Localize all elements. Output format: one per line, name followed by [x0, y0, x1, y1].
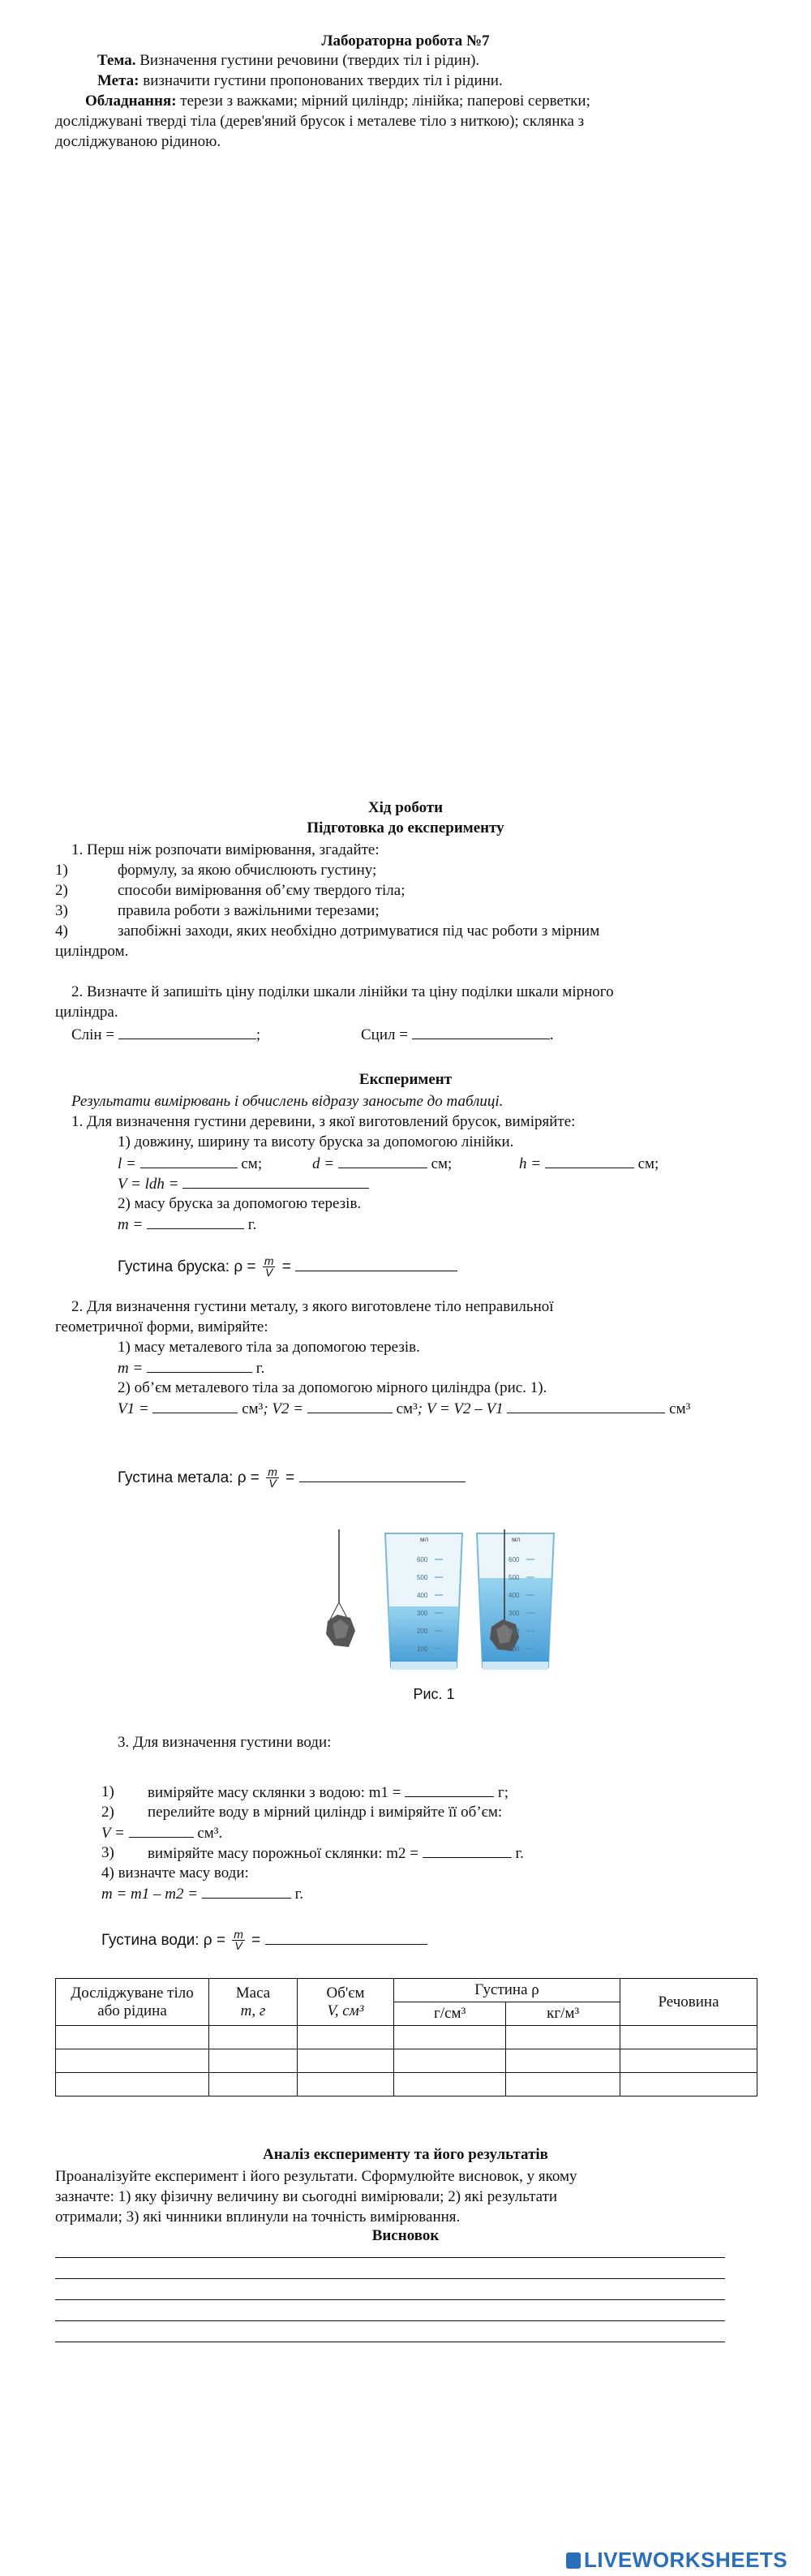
topic-line — [97, 50, 479, 71]
figure-beakers — [324, 1525, 576, 1679]
cylinder-division-row — [361, 1024, 553, 1045]
results-table — [55, 1978, 757, 2096]
unit: см; — [241, 1155, 263, 1172]
water-density-input[interactable] — [265, 1929, 427, 1945]
equipment-line-2: досліджувані тверді тіла (дерев'яний брусок і металеве тіло з ниткою); склянка з — [55, 113, 585, 130]
equals-sign: = — [251, 1932, 261, 1949]
logo-text: LIVEWORKSHEETS — [584, 2548, 788, 2572]
topic-label: Тема. — [97, 52, 136, 69]
water-volume-input[interactable] — [129, 1822, 194, 1838]
list-item-num: 4) — [55, 922, 68, 940]
dimensions-row — [118, 1153, 262, 1174]
cylinder-division-input[interactable] — [412, 1024, 550, 1039]
header-text: або рідина — [97, 2002, 167, 2019]
v1-label: V1 = — [118, 1400, 149, 1417]
scale-tick-label: 500 — [508, 1574, 520, 1581]
hanging-stone-left — [326, 1529, 355, 1647]
header-text: m, г — [240, 2002, 266, 2019]
bar-density-label: Густина бруска: ρ = — [118, 1258, 256, 1275]
metal-density-input[interactable] — [299, 1467, 466, 1482]
header-text: Об'єм — [326, 1984, 365, 2002]
header-text: Маса — [235, 1984, 271, 2002]
water-mass-input[interactable] — [202, 1883, 291, 1899]
list-item-num: 3) — [55, 902, 68, 919]
separator: ; — [255, 1026, 261, 1043]
analysis-line-1: Проаналізуйте експеримент і його результати. Сформулюйте висновок, у якому — [55, 2168, 577, 2185]
topic-text: Визначення густини речовини (твердих тіл і рідин). — [135, 52, 480, 69]
bar-density-row — [118, 1256, 457, 1278]
liveworksheets-logo[interactable] — [566, 2548, 787, 2573]
analysis-line-2: зазначте: 1) яку фізичну величину ви сьогодні вимірювали; 2) які результати — [55, 2188, 558, 2205]
empty-glass-mass-input[interactable] — [423, 1843, 512, 1858]
height-row — [519, 1153, 659, 1174]
table-cell[interactable] — [394, 2073, 506, 2096]
water-step-1 — [148, 1782, 508, 1803]
preparation-subtitle: Підготовка до експерименту — [307, 819, 504, 836]
table-row — [56, 2049, 757, 2073]
header-text: V, см³ — [327, 2002, 364, 2019]
scale-tick-label: 200 — [508, 1628, 520, 1635]
bar-density-input[interactable] — [295, 1256, 457, 1271]
procedure-title: Хід роботи — [367, 799, 444, 816]
table-cell[interactable] — [209, 2073, 298, 2096]
table-cell[interactable] — [620, 2049, 757, 2073]
water-step-3-text: виміряйте масу порожньої склянки: m2 = — [148, 1845, 419, 1862]
col-header-substance: Речовина — [620, 1979, 757, 2026]
v1-input[interactable] — [152, 1398, 238, 1413]
v2-label: ; V2 = — [263, 1400, 304, 1417]
col-header-density-kg: кг/м³ — [506, 2002, 620, 2026]
table-cell[interactable] — [298, 2049, 394, 2073]
table-cell[interactable] — [620, 2026, 757, 2049]
logo-icon — [566, 2552, 581, 2569]
col-header-density-g: г/см³ — [394, 2002, 506, 2026]
analysis-line-3: отримали; 3) які чинники вплинули на точність вимірювання. — [55, 2208, 461, 2226]
table-cell[interactable] — [506, 2049, 620, 2073]
fraction-numerator: m — [234, 1928, 243, 1942]
experiment-title: Експеримент — [358, 1071, 453, 1088]
step2-line-1: 2. Для визначення густини металу, з якого виготовлене тіло неправильної — [71, 1298, 554, 1315]
list-item-continuation: циліндром. — [55, 943, 129, 960]
table-cell[interactable] — [620, 2073, 757, 2096]
table-row — [56, 2026, 757, 2049]
table-cell[interactable] — [298, 2026, 394, 2049]
goal-label: Мета: — [97, 72, 139, 89]
step1-b: 2) масу бруска за допомогою терезів. — [118, 1195, 362, 1212]
density-fraction — [232, 1929, 245, 1951]
height-input[interactable] — [545, 1153, 634, 1168]
equipment-line-1 — [85, 91, 590, 111]
list-item: формулу, за якою обчислюють густину; — [118, 862, 377, 879]
unit: г. — [515, 1845, 524, 1862]
scale-tick-label: 600 — [508, 1556, 520, 1563]
equals-sign: = — [285, 1469, 295, 1486]
mass-label: m = — [118, 1360, 144, 1377]
water-density-label: Густина води: ρ = — [101, 1932, 225, 1949]
unit: г. — [255, 1360, 265, 1377]
unit: см³ — [396, 1400, 418, 1417]
list-item-num: 1) — [55, 862, 68, 879]
table-header-row — [56, 1979, 757, 2002]
ruler-division-label: Слін = — [71, 1026, 115, 1043]
table-cell[interactable] — [506, 2026, 620, 2049]
width-input[interactable] — [338, 1153, 427, 1168]
height-label: h = — [519, 1155, 542, 1172]
table-cell[interactable] — [56, 2026, 209, 2049]
metal-mass-row — [118, 1357, 264, 1378]
water-volume-row — [101, 1822, 222, 1843]
water-step-num: 2) — [101, 1804, 114, 1821]
equals-sign: = — [281, 1258, 291, 1275]
conclusion-line[interactable] — [55, 2299, 725, 2300]
density-fraction — [263, 1256, 276, 1278]
conclusion-title: Висновок — [371, 2227, 440, 2244]
scale-tick-label: 500 — [417, 1574, 428, 1581]
col-header-mass — [209, 1979, 298, 2026]
step2-line-2: геометричної форми, виміряйте: — [55, 1318, 268, 1335]
volume-row — [118, 1173, 369, 1194]
task2-line-1: 2. Визначте й запишіть ціну поділки шкали лінійки та ціну поділки шкали мірного — [71, 983, 614, 1000]
table-cell[interactable] — [209, 2049, 298, 2073]
preparation-intro: 1. Перш ніж розпочати вимірювання, згадайте: — [71, 841, 380, 858]
goal-line — [97, 71, 503, 91]
metal-density-row — [118, 1467, 466, 1489]
separator: . — [549, 1026, 554, 1043]
ruler-division-row — [71, 1024, 260, 1045]
width-row — [312, 1153, 452, 1174]
water-step-1-text: виміряйте масу склянки з водою: m1 = — [148, 1784, 401, 1801]
density-fraction — [266, 1467, 279, 1489]
water-volume-label: V = — [101, 1825, 125, 1842]
unit-label: мл — [420, 1536, 429, 1543]
ruler-division-input[interactable] — [118, 1024, 256, 1039]
water-step-4: 4) визначте масу води: — [101, 1864, 249, 1881]
step3-title: 3. Для визначення густини води: — [118, 1734, 332, 1751]
water-step-2: перелийте воду в мірний циліндр і виміряйте її об’єм: — [148, 1804, 503, 1821]
task2-line-2: циліндра. — [55, 1004, 118, 1021]
scale-tick-label: 400 — [508, 1592, 520, 1599]
bar-mass-input[interactable] — [147, 1214, 244, 1229]
length-label: l = — [118, 1155, 136, 1172]
step2-a: 1) масу металевого тіла за допомогою терезів. — [118, 1339, 420, 1356]
scale-tick-label: 300 — [508, 1610, 520, 1617]
unit: г; — [497, 1784, 509, 1801]
figure-caption: Рис. 1 — [413, 1686, 455, 1702]
equipment-label: Обладнання: — [85, 92, 177, 110]
scale-tick-label: 100 — [508, 1645, 520, 1653]
header-text: Досліджуване тіло — [71, 1984, 194, 2002]
table-cell[interactable] — [394, 2026, 506, 2049]
unit: см³. — [197, 1825, 223, 1842]
scale-tick-label: 300 — [417, 1610, 428, 1617]
col-header-body — [56, 1979, 209, 2026]
list-item: запобіжні заходи, яких необхідно дотримуватися під час роботи з мірним — [118, 922, 600, 940]
v2-input[interactable] — [307, 1398, 393, 1413]
water-density-row — [101, 1929, 427, 1951]
table-row — [56, 2073, 757, 2096]
fraction-numerator: m — [268, 1465, 277, 1479]
goal-text: визначити густини пропонованих твердих тіл і рідини. — [139, 72, 503, 89]
unit: см; — [637, 1155, 659, 1172]
table-cell[interactable] — [56, 2049, 209, 2073]
metal-volume-input[interactable] — [507, 1398, 665, 1413]
unit: см; — [431, 1155, 453, 1172]
fraction-denominator: V — [268, 1477, 277, 1490]
volume-input[interactable] — [182, 1173, 369, 1189]
length-input[interactable] — [140, 1153, 238, 1168]
volume-label: V = ldh = — [118, 1176, 179, 1193]
conclusion-line[interactable] — [55, 2257, 725, 2258]
scale-tick-label: 400 — [417, 1592, 428, 1599]
list-item-num: 2) — [55, 882, 68, 899]
table-cell[interactable] — [298, 2073, 394, 2096]
conclusion-line[interactable] — [55, 2278, 725, 2279]
list-item: правила роботи з важільними терезами; — [118, 902, 380, 919]
step1-title: 1. Для визначення густини деревини, з якої виготовлений брусок, виміряйте: — [71, 1113, 576, 1130]
unit: см³ — [242, 1400, 264, 1417]
scale-tick-label: 600 — [417, 1556, 428, 1563]
unit-label: мл — [512, 1536, 521, 1543]
water-step-3 — [148, 1843, 524, 1864]
fraction-denominator: V — [264, 1266, 273, 1279]
vdiff-label: ; V = V2 – V1 — [417, 1400, 504, 1417]
scale-tick-label: 200 — [417, 1628, 428, 1635]
water-step-num: 3) — [101, 1844, 114, 1861]
step2-b: 2) об’єм металевого тіла за допомогою мірного циліндра (рис. 1). — [118, 1379, 547, 1396]
table-cell[interactable] — [506, 2073, 620, 2096]
col-header-volume — [298, 1979, 394, 2026]
conclusion-line[interactable] — [55, 2320, 725, 2321]
metal-mass-input[interactable] — [147, 1357, 252, 1373]
water-mass-label: m = m1 – m2 = — [101, 1886, 199, 1903]
analysis-title: Аналіз експерименту та його результатів — [263, 2146, 548, 2163]
water-step-num: 1) — [101, 1783, 114, 1800]
equipment-line-3: досліджуваною рідиною. — [55, 133, 221, 150]
beaker-illustration — [324, 1525, 576, 1679]
unit: г. — [294, 1886, 303, 1903]
metal-density-label: Густина метала: ρ = — [118, 1469, 260, 1486]
mass-label: m = — [118, 1216, 144, 1233]
table-cell[interactable] — [209, 2026, 298, 2049]
fraction-denominator: V — [234, 1939, 242, 1953]
col-header-density: Густина ρ — [394, 1979, 620, 2002]
experiment-note: Результати вимірювань і обчислень відразу заносьте до таблиці. — [71, 1093, 504, 1110]
list-item: способи вимірювання об’єму твердого тіла; — [118, 882, 406, 899]
scale-tick-label: 100 — [417, 1645, 428, 1653]
cylinder-division-label: Сцил = — [361, 1026, 408, 1043]
water-mass-row — [101, 1883, 303, 1904]
table-cell[interactable] — [56, 2073, 209, 2096]
full-glass-mass-input[interactable] — [405, 1782, 494, 1797]
unit: г. — [247, 1216, 257, 1233]
fraction-numerator: m — [264, 1254, 274, 1268]
table-cell[interactable] — [394, 2049, 506, 2073]
metal-volume-row — [118, 1398, 690, 1419]
page-title: Лабораторна робота №7 — [321, 32, 490, 49]
bar-mass-row — [118, 1214, 256, 1235]
step1-a: 1) довжину, ширину та висоту бруска за допомогою лінійки. — [118, 1133, 514, 1150]
width-label: d = — [312, 1155, 335, 1172]
equipment-text-1: терези з важками; мірний циліндр; лінійка; паперові серветки; — [176, 92, 590, 110]
unit: см³ — [669, 1400, 691, 1417]
